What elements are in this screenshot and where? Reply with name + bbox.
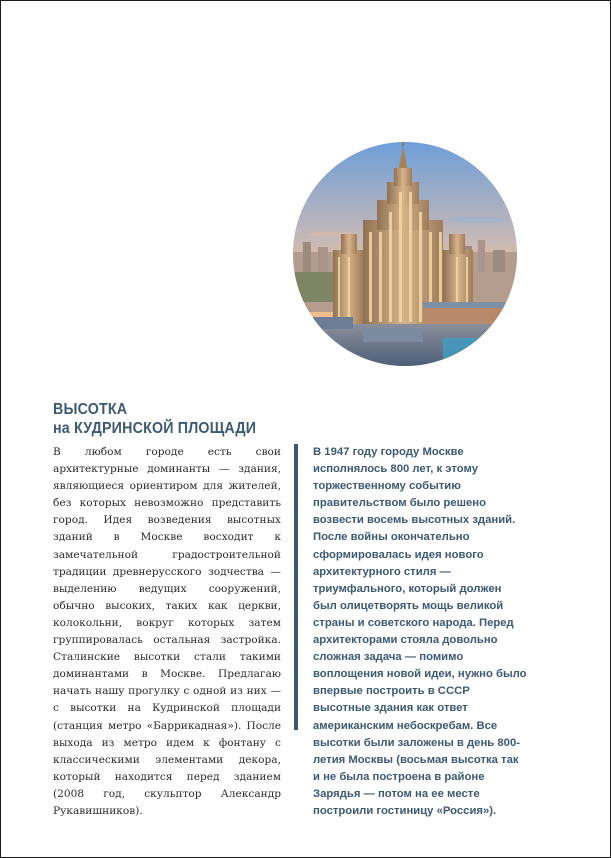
quote-text: В 1947 году городу Москве исполнялось 800 лет, к этому торжественному событию правительством было решено возвести восемь высотных зданий. После войны окончательно сформировалась идея нового архитектурного стиля — триумфального, который должен был олицетворять мощь великой страны и советского народа. Перед архитекторами стояла довольно сложная задача — помимо воплощения новой идеи, нужно было впервые построить в СССР высотные здания как ответ американским небоскребам. Все высотки были заложены в день 800-летия Москвы (восьмая высотка так и не была построена в районе Зарядья — потом на ее месте построили гостиницу «Россия»).	[313, 446, 527, 817]
skyscraper-illustration	[293, 142, 517, 366]
heading-line-1: ВЫСОТКА	[53, 401, 128, 418]
body-paragraph: В любом городе есть свои архитектурные доминанты — здания, являющиеся ориентиром для жителей, без которых невозможно представить город. Идея возведения высотных зданий в Москве восходит к замечательной градостроительной традиции древнерусского зодчества — выделению ведущих сооружений, обычно высоких, таких как церкви, колокольни, вокруг которых затем группировалась остальная застройка. Сталинские высотки стали такими доминантами в Москве. Предлагаю начать нашу прогулку с одной из них — с высотки на Кудринской площади (станция метро «Баррикадная»). После выхода из метро идем к фонтану с классическими элементами декора, который находится перед зданием (2008 год, скульптор Александр Рукавишников).	[53, 446, 281, 817]
quote-accent-bar	[294, 444, 298, 730]
heading-line-2: на КУДРИНСКОЙ ПЛОЩАДИ	[53, 420, 257, 437]
sidebar-quote	[294, 444, 527, 817]
section-heading	[53, 400, 274, 438]
building-photo	[293, 142, 517, 366]
